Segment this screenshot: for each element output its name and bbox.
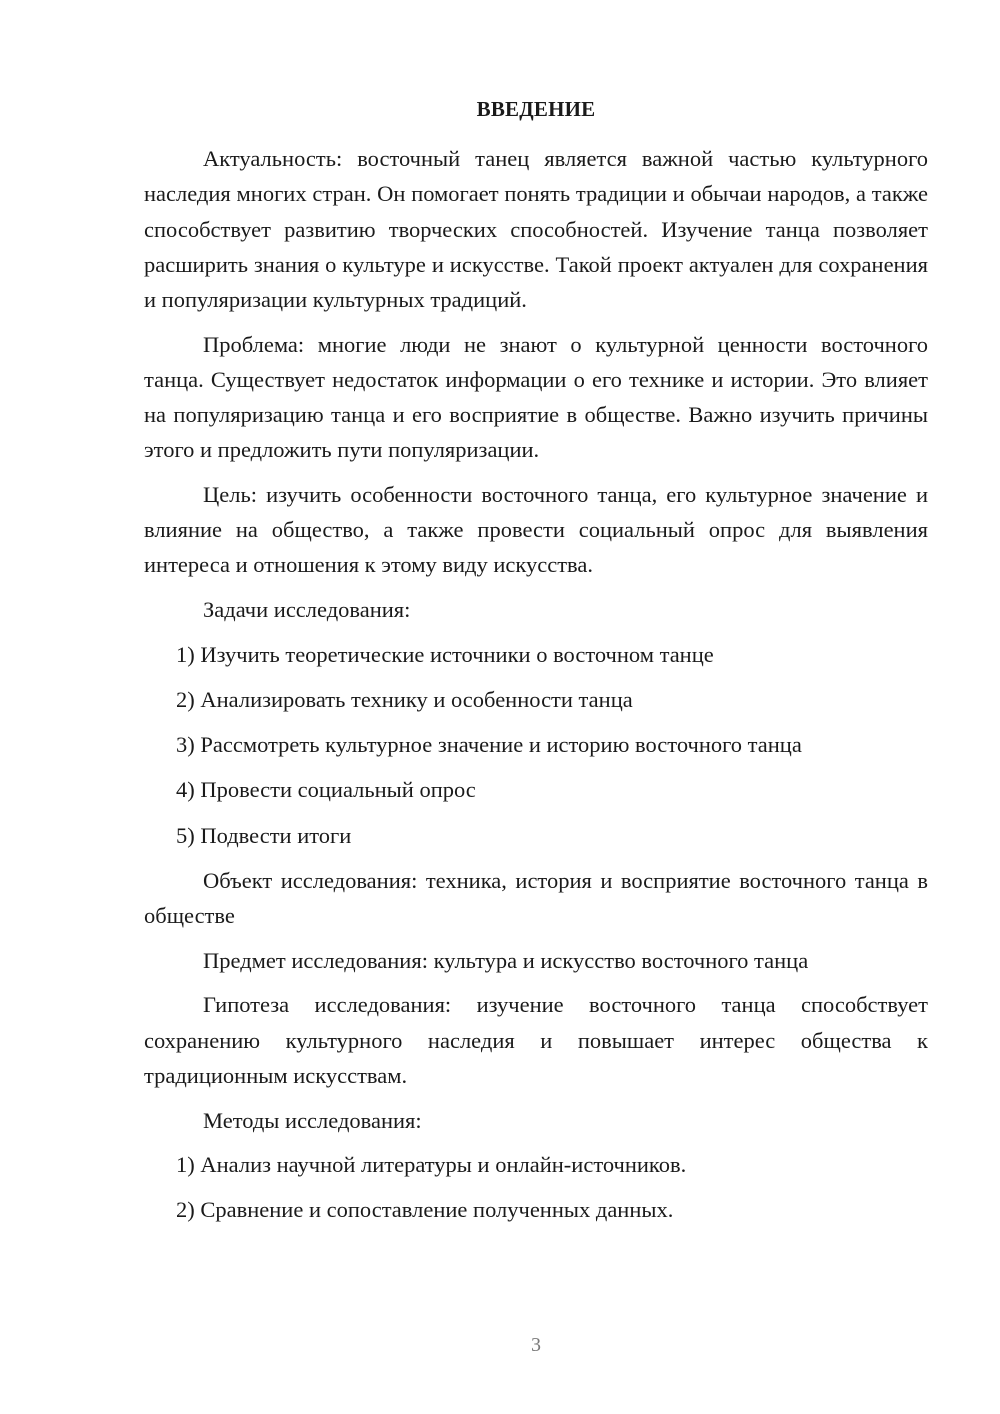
page-number: 3 xyxy=(531,1334,541,1356)
subject-paragraph: Предмет исследования: культура и искусство восточного танца xyxy=(203,947,809,973)
object-paragraph: Объект исследования: техника, история и восприятие восточного танца в обществе xyxy=(144,867,928,929)
page-title: ВВЕДЕНИЕ xyxy=(476,97,596,121)
task-item-1: 1) Изучить теоретические источники о восточном танце xyxy=(176,641,714,667)
goal-paragraph: Цель: изучить особенности восточного танца, его культурное значение и влияние на общество, а также провести социальный опрос для выявления интереса и отношения к этому виду искусства. xyxy=(144,482,928,578)
task-item-2: 2) Анализировать технику и особенности танца xyxy=(176,687,633,713)
tasks-heading: Задачи исследования: xyxy=(203,597,411,623)
methods-heading: Методы исследования: xyxy=(203,1107,422,1133)
method-item-2: 2) Сравнение и сопоставление полученных данных. xyxy=(176,1197,674,1223)
hypothesis-paragraph: Гипотеза исследования: изучение восточного танца способствует сохранению культурного наследия и повышает интерес общества к традиционным искусствам. xyxy=(144,992,928,1088)
task-item-3: 3) Рассмотреть культурное значение и историю восточного танца xyxy=(176,732,802,758)
problem-paragraph: Проблема: многие люди не знают о культурной ценности восточного танца. Существует недостаток информации о его технике и истории. Это влияет на популяризацию танца и его восприятие в обществе. Важно изучить причины этого и предложить пути популяризации. xyxy=(144,331,928,463)
task-item-4: 4) Провести социальный опрос xyxy=(176,777,476,803)
relevance-paragraph: Актуальность: восточный танец является важной частью культурного наследия многих стран. Он помогает понять традиции и обычаи народов, а также способствует развитию творческих способностей. Изучение танца позволяет расширить знания о культуре и искусстве. Такой проект актуален для сохранения и популяризации культурных традиций. xyxy=(144,146,928,313)
page-content xyxy=(144,92,928,1238)
task-item-5: 5) Подвести итоги xyxy=(176,822,352,848)
method-item-1: 1) Анализ научной литературы и онлайн-источников. xyxy=(176,1152,687,1178)
